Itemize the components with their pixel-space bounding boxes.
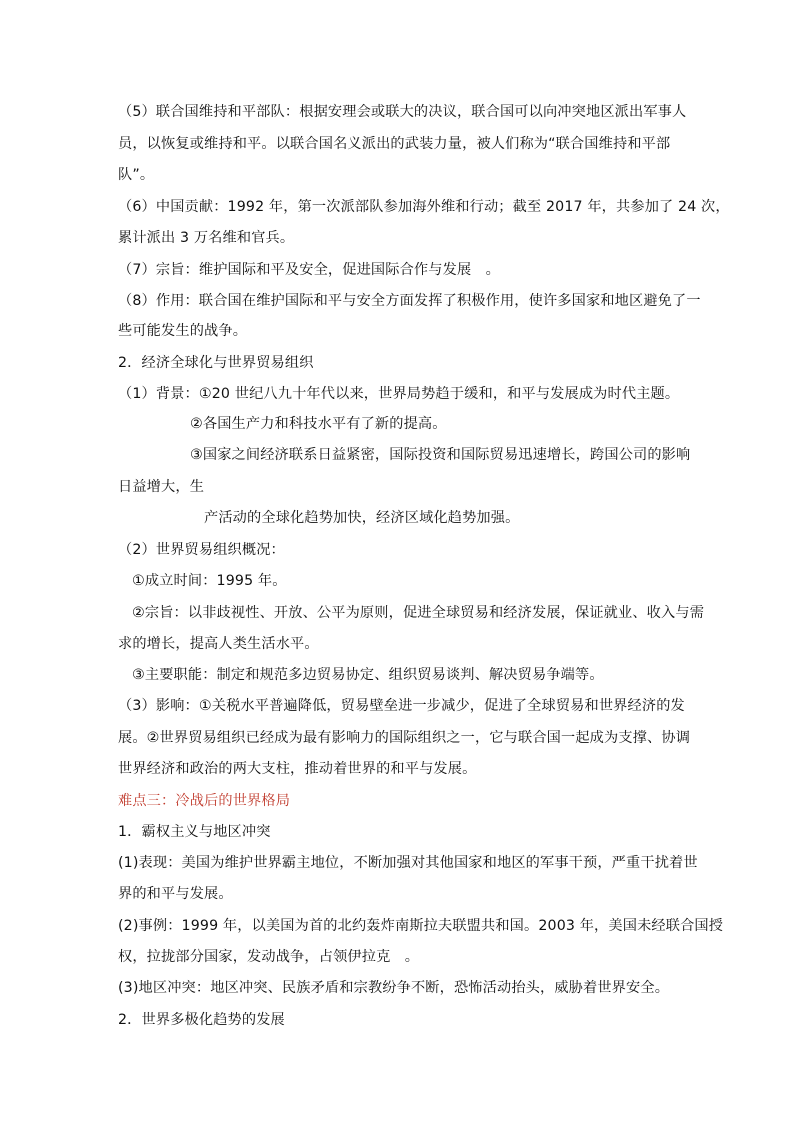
text-line-purpose: （7）宗旨：维护国际和平及安全，促进国际合作与发展 。 xyxy=(118,262,500,278)
text-line-peacekeeping-1: （5）联合国维持和平部队：根据安理会或联大的决议，联合国可以向冲突地区派出军事人 xyxy=(118,104,687,120)
text-line-regional-conflict: (3)地区冲突：地区冲突、民族矛盾和宗教纷争不断，恐怖活动抬头，威胁着世界安全。 xyxy=(118,980,670,996)
text-line-background-3: ③国家之间经济联系日益紧密，国际投资和国际贸易迅速增长，跨国公司的影响 xyxy=(190,447,691,463)
text-line-peacekeeping-3: 队”。 xyxy=(118,167,155,183)
section-heading-hegemonism: 1．霸权主义与地区冲突 xyxy=(118,824,271,840)
text-line-impact-1: （3）影响：①关税水平普遍降低，贸易壁垒进一步减少，促进了全球贸易和世界经济的发 xyxy=(118,698,685,714)
text-line-background-4: 日益增大，生 xyxy=(118,479,205,495)
text-line-peacekeeping-2: 员，以恢复或维持和平。以联合国名义派出的武装力量，被人们称为“联合国维持和平部 xyxy=(118,136,671,152)
section-heading-multipolarity: 2．世界多极化趋势的发展 xyxy=(118,1012,285,1028)
text-line-wto-founded: ①成立时间：1995 年。 xyxy=(132,573,287,589)
text-line-impact-2: 展。②世界贸易组织已经成为最有影响力的国际组织之一，它与联合国一起成为支撑、协调 xyxy=(118,730,691,746)
text-line-china-contribution-1: （6）中国贡献：1992 年，第一次派部队参加海外维和行动；截至 2017 年，共参加了 24 次， xyxy=(118,199,730,215)
text-line-background-5: 产活动的全球化趋势加快，经济区域化趋势加强。 xyxy=(204,510,520,526)
text-line-impact-3: 世界经济和政治的两大支柱，推动着世界的和平与发展。 xyxy=(118,761,477,777)
text-line-role-1: （8）作用：联合国在维护国际和平与安全方面发挥了积极作用，使许多国家和地区避免了一 xyxy=(118,293,701,309)
text-line-manifestation-2: 界的和平与发展。 xyxy=(118,886,233,902)
text-line-wto-overview: （2）世界贸易组织概况： xyxy=(118,542,285,558)
text-line-manifestation-1: (1)表现：美国为维护世界霸主地位，不断加强对其他国家和地区的军事干预，严重干扰着世 xyxy=(118,855,698,871)
section-heading-globalization: 2．经济全球化与世界贸易组织 xyxy=(118,355,314,371)
text-line-role-2: 些可能发生的战争。 xyxy=(118,323,248,339)
text-line-background-2: ②各国生产力和科技水平有了新的提高。 xyxy=(190,416,447,432)
text-line-example-2: 权，拉拢部分国家，发动战争，占领伊拉克 。 xyxy=(118,949,420,965)
text-line-wto-functions: ③主要职能：制定和规范多边贸易协定、组织贸易谈判、解决贸易争端等。 xyxy=(132,667,604,683)
text-line-china-contribution-2: 累计派出 3 万名维和官兵。 xyxy=(118,230,295,246)
text-line-wto-purpose-1: ②宗旨：以非歧视性、开放、公平为原则，促进全球贸易和经济发展，保证就业、收入与需 xyxy=(132,605,705,621)
text-line-example-1: (2)事例：1999 年，以美国为首的北约轰炸南斯拉夫联盟共和国。2003 年，美国未经联合国授 xyxy=(118,918,724,934)
text-line-background-1: （1）背景：①20 世纪八九十年代以来，世界局势趋于缓和，和平与发展成为时代主题。 xyxy=(118,386,680,402)
section-heading-post-cold-war: 难点三：冷战后的世界格局 xyxy=(118,793,291,809)
text-line-wto-purpose-2: 求的增长，提高人类生活水平。 xyxy=(118,636,319,652)
